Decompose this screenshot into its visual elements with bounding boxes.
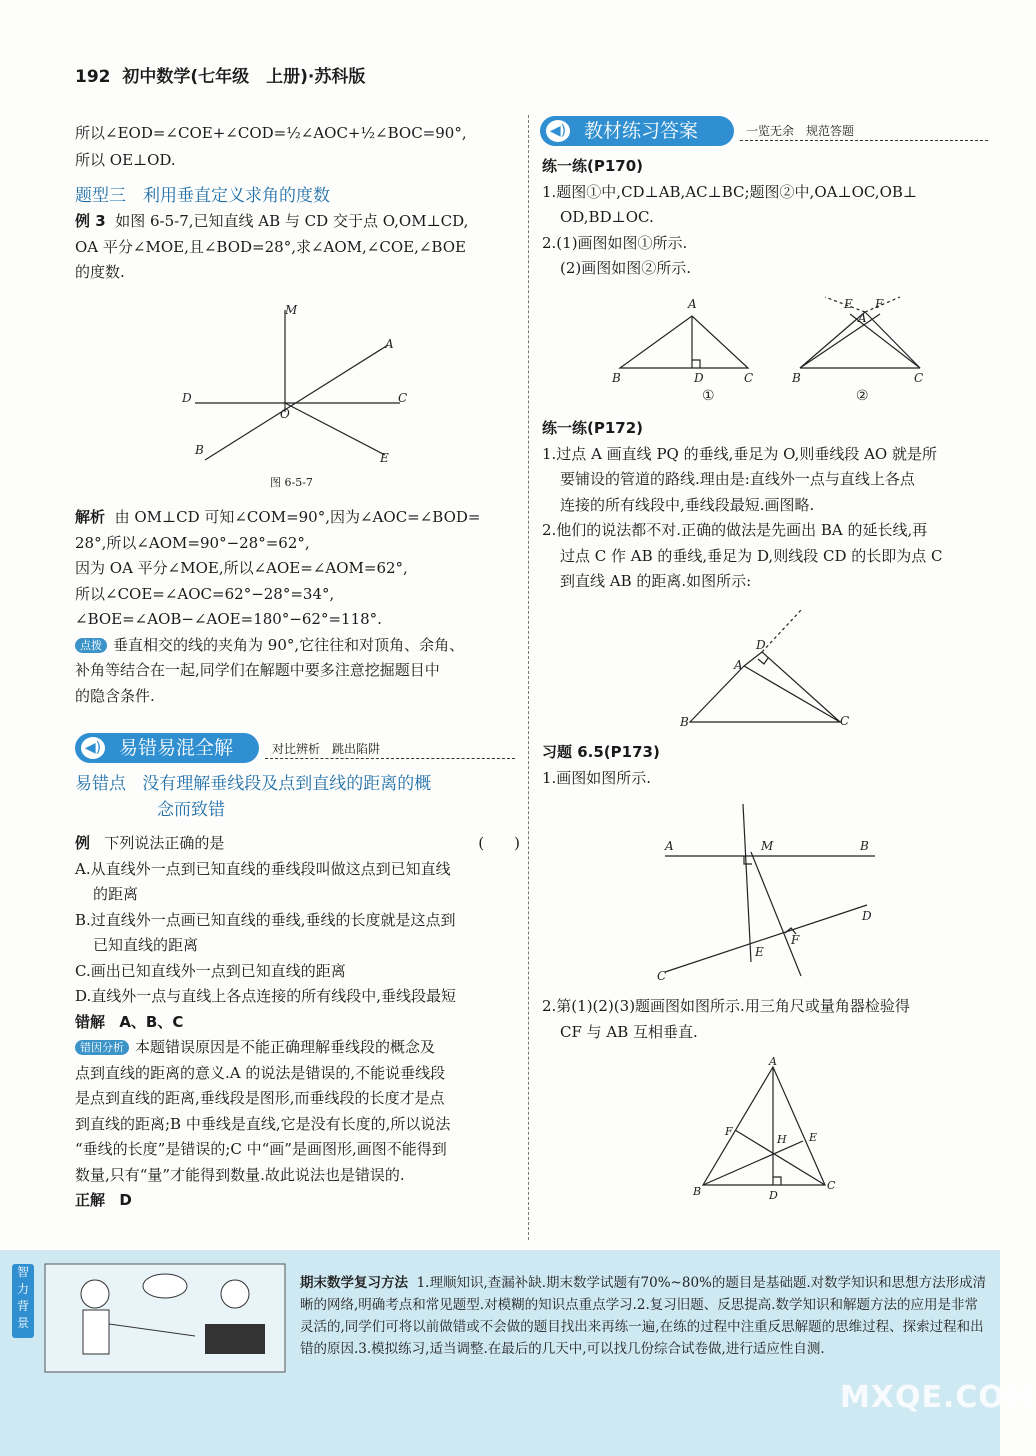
option-c: C.画出已知直线外一点到已知直线的距离 [75,961,346,980]
p172-label-b: B [680,715,689,729]
book-title: 初中数学(七年级 上册)·苏科版 [122,67,366,87]
left-column [75,118,515,286]
label-m: M [285,303,298,317]
triangle-abc-p172 [690,666,840,722]
wrong-label: 错解 [75,1012,106,1031]
tip-line-1: 垂直相交的线的夹角为 90°,它往往和对顶角、余角、 [113,635,465,654]
p173b-label-c: C [827,1179,836,1192]
line-c-a [865,312,920,368]
figures-1-2 [610,292,970,404]
line-b-a [800,312,865,368]
cause-tag: 错因分析 [75,1040,129,1055]
section-p170: 练一练(P170) [542,157,644,175]
s1-q1-line-2: OD,BD⊥OC. [560,208,654,226]
p173-label-f: F [791,933,800,947]
analysis-line-5: ∠BOE=∠AOB−∠AOE=180°−62°=118°. [75,610,382,628]
analysis-line-3: 因为 OA 平分∠MOE,所以∠AOE=∠AOM=62°, [75,559,408,577]
triangle-abc [620,316,748,368]
right-angle-d [773,1177,781,1185]
right-block-2 [542,416,992,595]
p173b-label-d: D [769,1189,778,1202]
right-label: 正解 [75,1191,106,1209]
section-p172: 练一练(P172) [542,419,644,437]
answers-banner-subtitle: 一览无余 规范答题 [746,124,855,138]
cause-line-4: 到直线的距离;B 中垂线是直线,它是没有长度的,所以说法 [75,1114,451,1133]
label-o: O [280,407,290,421]
p173-label-b: B [860,839,869,853]
answers-banner [540,116,734,146]
figure-caption: 图 6-5-7 [270,476,313,489]
analysis-line-1: 由 OM⊥CD 可知∠COM=90°,因为∠AOC=∠BOD= [114,508,481,526]
line-cd [762,652,840,722]
p173b-label-b: B [693,1185,702,1198]
right-block-3 [542,740,992,791]
p173-label-e: E [755,945,764,959]
label-e: E [380,451,389,465]
option-a-line-1: A.从直线外一点到已知直线的垂线段叫做这点到已知直线 [75,859,451,878]
analysis-line-4: 所以∠COE=∠AOC=62°−28°=34°, [75,584,335,603]
speaker-icon: ◀) [81,737,105,759]
fig1-number: ① [702,388,715,404]
line-cd-p173 [665,905,867,972]
fig1-label-a: A [688,297,697,311]
intro-line-2: 所以 OE⊥OD. [75,151,176,169]
study-tip-body: 1.理顺知识,查漏补缺.期末数学试题有70%~80%的题目是基础题.对数学知识和思想方法形成清晰的网络,明确考点和常见题型.对模糊的知识点重点学习.2.复习旧题、反思提高.数学知识和解题方法的应用是非常灵活的,同学们可将以前做错或不会做的题目找出来再练一遍,在练的过程中注重反思解题的思维过程、探索过程和出错的原因.3.模拟练习,适当调整.在最后的几天中,可以找几份综合试卷做,进行适应性自测. [300,1275,987,1357]
option-b-line-1: B.过直线外一点画已知直线的垂线,垂线的长度就是这点到 [75,910,456,929]
tip-line-3: 的隐含条件. [75,686,155,705]
p173b-label-e: E [809,1131,818,1144]
type-heading: 题型三 利用垂直定义求角的度数 [75,185,330,206]
s1-q1-line-1: 1.题图①中,CD⊥AB,AC⊥BC;题图②中,OA⊥OC,OB⊥ [542,182,918,201]
s2-q1-line-1: 1.过点 A 画直线 PQ 的垂线,垂足为 O,则垂线段 AO 就是所 [542,444,937,463]
page-number: 192 [75,67,111,87]
q-label: 例 [75,834,91,852]
s3-q1: 1.画图如图所示. [542,768,652,787]
analysis-block [75,505,515,709]
line-bf [800,314,880,368]
analysis-line-2: 28°,所以∠AOM=90°−28°=62°, [75,533,310,552]
intro-line-1: 所以∠EOD=∠COE+∠COD=½∠AOC+½∠BOC=90°, [75,124,467,142]
option-d: D.直线外一点与直线上各点连接的所有线段中,垂线段最短 [75,987,457,1005]
label-c: C [398,391,408,405]
figure-6-5-7 [170,300,430,490]
figure-p172 [672,604,822,734]
answers-banner-title: 教材练习答案 [584,120,699,142]
fig1-label-c: C [744,371,754,385]
s2-q1-line-3: 连接的所有线段中,垂线段最短.画图略. [560,495,815,514]
figure-p173-1 [655,800,885,985]
fig1-label-b: B [612,371,621,385]
dashed-ext [762,609,802,652]
right-block-1 [542,154,992,282]
p172-label-a: A [734,658,743,672]
option-b-line-2: 已知直线的距离 [93,936,199,954]
s1-q2-line-1: 2.(1)画图如图①所示. [542,233,688,252]
p172-label-d: D [756,638,766,652]
cause-line-2: 点到直线的距离的意义.A 的说法是错误的,不能说垂线段 [75,1063,446,1082]
p173b-label-f: F [725,1125,733,1138]
right-block-4 [542,994,992,1045]
side-tab: 智力背景 [12,1264,34,1338]
label-a: A [385,337,394,351]
example-text-1: 如图 6-5-7,已知直线 AB 与 CD 交于点 O,OM⊥CD, [115,212,469,230]
section-p173: 习题 6.5(P173) [542,743,660,761]
banner-underline-right [740,140,988,141]
banner-underline [265,758,515,759]
err-title-1: 没有理解垂线段及点到直线的距离的概 [142,774,432,794]
p173-label-c: C [657,969,667,983]
p173b-label-a: A [769,1055,777,1068]
s2-q2-line-3: 到直线 AB 的距离.如图所示: [560,572,752,590]
fig2-label-b: B [792,371,801,385]
tip-line-2: 补角等结合在一起,同学们在解题中要多注意挖掘题目中 [75,661,440,679]
p173b-label-h: H [777,1133,787,1146]
s2-q2-line-2: 过点 C 作 AB 的垂线,垂足为 D,则线段 CD 的长即为点 C [560,546,943,565]
s3-q2-line-2: CF 与 AB 互相垂直. [560,1022,698,1041]
column-divider [528,115,529,1240]
q-text: 下列说法正确的是 [104,834,225,852]
fig2-number: ② [856,388,869,404]
s2-q2-line-1: 2.他们的说法都不对.正确的做法是先画出 BA 的延长线,再 [542,521,928,539]
example-label: 例 3 [75,212,106,230]
ray-oe [285,403,385,455]
option-a-line-2: 的距离 [93,885,139,903]
watermark: MXQE.COM [840,1380,1036,1415]
fig2-label-a: A [858,311,867,325]
cause-line-5: “垂线的长度”是错误的;C 中“画”是画图形,画图不能得到 [75,1140,447,1158]
p173-label-m: M [761,839,774,853]
fig1-label-d: D [694,371,704,385]
triangle-abc-p173 [703,1067,825,1185]
speaker-icon: ◀) [546,120,570,142]
p173-label-d: D [862,909,872,923]
s1-q2-line-2: (2)画图如图②所示. [560,259,692,277]
study-tip-title: 期末数学复习方法 [300,1275,408,1291]
cause-line-1: 本题错误原因是不能正确理解垂线段的概念及 [135,1038,436,1056]
label-d: D [182,391,192,405]
right-angle-mark [692,360,700,368]
p172-label-c: C [840,714,850,728]
fig2-label-c: C [914,371,924,385]
error-banner [75,733,259,763]
analysis-label: 解析 [75,508,106,526]
wrong-answer: A、B、C [119,1012,184,1031]
p173-label-a: A [665,839,674,853]
study-tip-text [300,1272,990,1360]
cause-line-6: 数量,只有“量”才能得到数量.故此说法也是错误的. [75,1165,405,1184]
page-header [75,62,365,87]
error-banner-title: 易错易混全解 [119,737,234,759]
right-angle-mark-p172 [758,658,768,664]
err-title-2: 念而致错 [157,799,225,820]
error-banner-subtitle: 对比辨析 跳出陷阱 [272,742,381,756]
line-ad [744,652,762,666]
s3-q2-line-1: 2.第(1)(2)(3)题画图如图所示.用三角尺或量角器检验得 [542,997,910,1015]
err-label: 易错点 [75,774,126,794]
figure-p173-2 [685,1055,845,1205]
fig2-label-f: F [875,297,884,311]
right-answer: D [119,1191,132,1209]
cause-line-3: 是点到直线的距离,垂线段是图形,而垂线段的长度才是点 [75,1089,445,1107]
example-text-3: 的度数. [75,263,125,281]
fig2-label-e: E [844,297,853,311]
error-block [75,772,520,1214]
s2-q1-line-2: 要铺设的管道的路线.理由是:直线外一点与直线上各点 [560,470,915,488]
cartoon-illustration [45,1264,285,1372]
q-paren: ( ) [478,834,520,852]
tip-tag: 点拨 [75,638,107,653]
label-b: B [195,443,204,457]
perp-m [743,804,751,962]
example-text-2: OA 平分∠MOE,且∠BOD=28°,求∠AOM,∠COE,∠BOE [75,237,466,256]
